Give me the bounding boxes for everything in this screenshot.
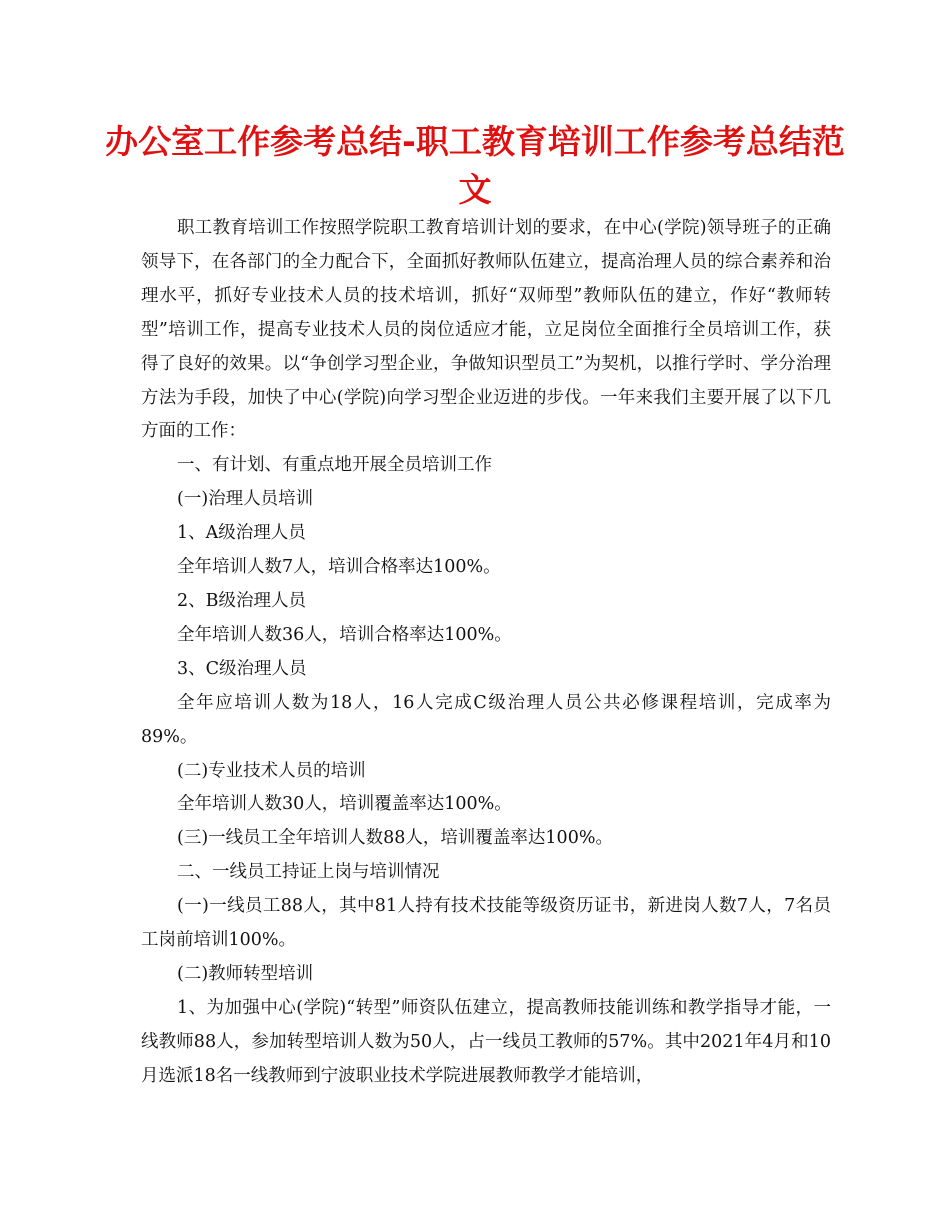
paragraph: 全年培训人数30人，培训覆盖率达100%。 [177,794,512,815]
paragraph: 全年培训人数7人，培训合格率达100%。 [177,557,501,578]
paragraph: (一)一线员工88人，其中81人持有技术技能等级资历证书，新进岗人数7人，7名员工岗前培训100%。 [141,896,831,951]
paragraph: 全年培训人数36人，培训合格率达100%。 [177,624,512,645]
section-heading: 一、有计划、有重点地开展全员培训工作 [177,455,492,476]
item-heading: 3、C级治理人员 [177,658,307,679]
subsection-heading: (一)治理人员培训 [177,489,314,510]
document-title: 办公室工作参考总结-职工教育培训工作参考总结范文 [105,122,845,209]
paragraph: 1、为加强中心(学院)“转型”师资队伍建立，提高教师技能训练和教学指导才能，一线教师88人，参加转型培训人数为50人，占一线员工教师的57%。其中2021年4月和10月选派18名一线教师到宁波职业技术学院进展教师教学才能培训， [141,997,831,1086]
paragraph: (三)一线员工全年培训人数88人，培训覆盖率达100%。 [177,828,613,849]
section-heading: 二、一线员工持证上岗与培训情况 [177,862,440,883]
item-heading: 1、A级治理人员 [177,523,306,544]
paragraph: 职工教育培训工作按照学院职工教育培训计划的要求，在中心(学院)领导班子的正确领导下，在各部门的全力配合下，全面抓好教师队伍建立，提高治理人员的综合素养和治理水平，抓好专业技术人员的技术培训，抓好“双师型”教师队伍的建立，作好“教师转型”培训工作，提高专业技术人员的岗位适应才能，立足岗位全面推行全员培训工作，获得了良好的效果。以“争创学习型企业，争做知识型员工”为契机，以推行学时、学分治理方法为手段，加快了中心(学院)向学习型企业迈进的步伐。一年来我们主要开展了以下几方面的工作： [141,218,831,442]
document-body [141,212,831,1094]
item-heading: 2、B级治理人员 [177,590,306,611]
subsection-heading: (二)专业技术人员的培训 [177,760,366,781]
subsection-heading: (二)教师转型培训 [177,963,314,984]
paragraph: 全年应培训人数为18人，16人完成C级治理人员公共必修课程培训，完成率为89%。 [141,692,831,747]
